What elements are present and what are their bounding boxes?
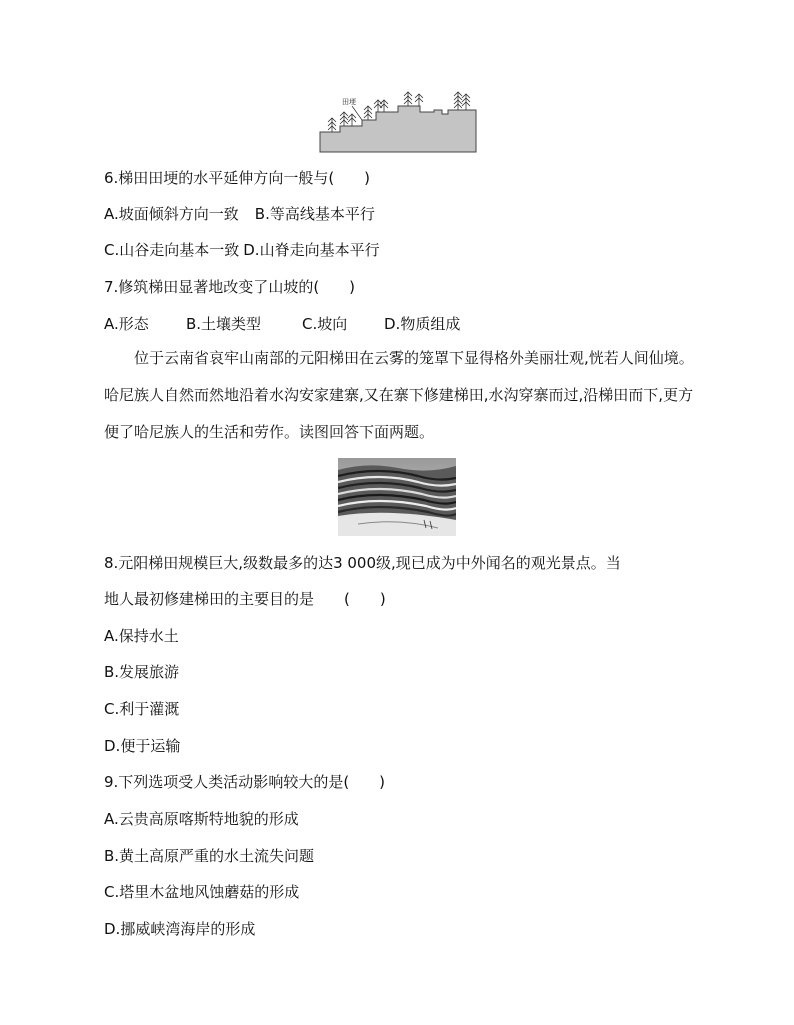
question-8-option-a: A.保持水土 xyxy=(104,627,179,645)
question-9-stem: 9.下列选项受人类活动影响较大的是( ) xyxy=(104,773,386,791)
question-8-stem-line-2: 地人最初修建梯田的主要目的是 ( ) xyxy=(104,590,386,608)
terraced-fields-photo xyxy=(338,458,456,536)
question-8-option-b: B.发展旅游 xyxy=(104,663,180,681)
question-9-option-b: B.黄土高原严重的水土流失问题 xyxy=(104,847,315,865)
option-a: A.坡面倾斜方向一致 xyxy=(104,205,239,223)
option-d: D.物质组成 xyxy=(384,315,461,333)
option-b: B.等高线基本平行 xyxy=(254,205,375,223)
option-c: C.坡向 xyxy=(302,315,348,333)
question-6-options-row-1 xyxy=(104,204,375,224)
question-9-option-d: D.挪威峡湾海岸的形成 xyxy=(104,920,256,938)
option-a: A.形态 xyxy=(104,315,149,333)
question-7-stem: 7.修筑梯田显著地改变了山坡的( ) xyxy=(104,278,356,296)
question-8-stem-line-1: 8.元阳梯田规模巨大,级数最多的达3 000级,现已成为中外闻名的观光景点。当 xyxy=(104,554,621,572)
ridge-label: 田埂 xyxy=(342,98,356,106)
question-6-options-row-2 xyxy=(104,240,380,260)
question-8-option-d: D.便于运输 xyxy=(104,737,181,755)
reading-passage: 位于云南省哀牢山南部的元阳梯田在云雾的笼罩下显得格外美丽壮观,恍若人间仙境。哈尼族人自然而然地沿着水沟安家建寨,又在寨下修建梯田,水沟穿寨而过,沿梯田而下,更方便了哈尼族人的生活和劳作。读图回答下面两题。 xyxy=(104,349,694,441)
option-d: D.山脊走向基本平行 xyxy=(243,241,380,259)
question-9-option-a: A.云贵高原喀斯特地貌的形成 xyxy=(104,810,299,828)
option-c: C.山谷走向基本一致 xyxy=(104,241,240,259)
terrace-diagram xyxy=(318,88,478,154)
question-7-options xyxy=(104,314,460,334)
question-8-option-c: C.利于灌溉 xyxy=(104,700,180,718)
option-b: B.土壤类型 xyxy=(186,315,262,333)
question-9-option-c: C.塔里木盆地风蚀蘑菇的形成 xyxy=(104,883,300,901)
question-6-stem: 6.梯田田埂的水平延伸方向一般与( ) xyxy=(104,169,371,187)
